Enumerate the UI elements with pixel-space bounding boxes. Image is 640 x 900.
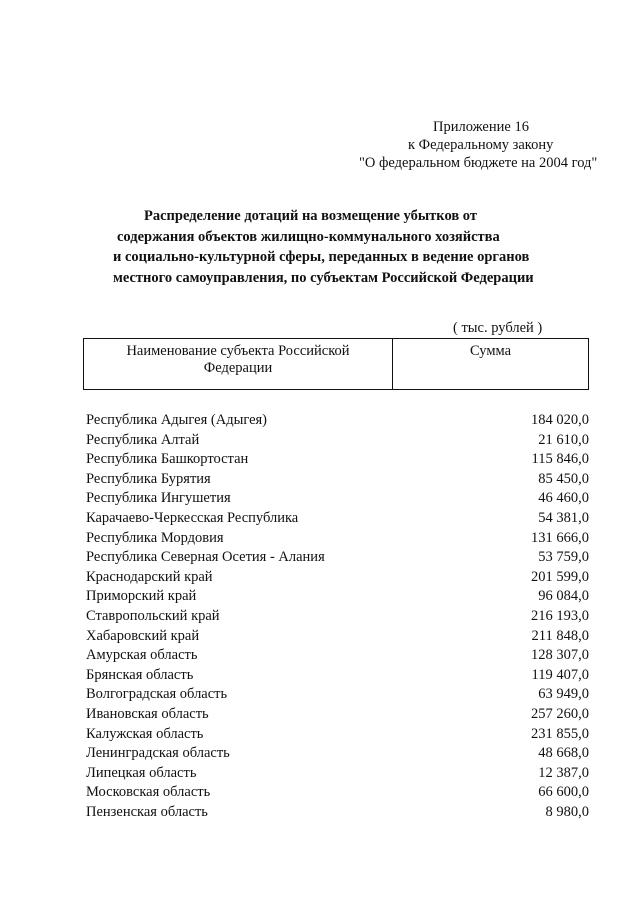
region-name: Краснодарский край: [86, 568, 213, 585]
region-name: Пензенская область: [86, 803, 208, 820]
region-name: Республика Мордовия: [86, 529, 224, 546]
amount-value: 8 980,0: [545, 803, 589, 820]
amount-value: 96 084,0: [538, 588, 589, 605]
amount-value: 48 668,0: [538, 745, 589, 762]
table-row: [86, 450, 589, 470]
region-name: Калужская область: [86, 725, 204, 742]
table-row: [86, 705, 589, 725]
region-name: Республика Северная Осетия - Алания: [86, 549, 325, 566]
table-row: [86, 744, 589, 764]
region-name: Ставропольский край: [86, 607, 220, 624]
amount-value: 63 949,0: [538, 686, 589, 703]
amount-value: 12 387,0: [538, 764, 589, 781]
title-line-1: Распределение дотаций на возмещение убытков от: [144, 208, 477, 224]
table-row: [86, 587, 589, 607]
amount-value: 257 260,0: [531, 705, 589, 722]
table-body: [86, 411, 589, 822]
title-line-3: и социально-культурной сферы, переданных в ведение органов: [113, 249, 530, 265]
column-header-amount: Сумма: [393, 339, 589, 390]
amount-value: 131 666,0: [531, 529, 589, 546]
amount-value: 46 460,0: [538, 490, 589, 507]
region-name: Республика Алтай: [86, 431, 200, 448]
region-name: Московская область: [86, 784, 211, 801]
title-line-2: содержания объектов жилищно-коммунального хозяйства: [117, 228, 500, 245]
amount-value: 53 759,0: [538, 549, 589, 566]
column-header-name: [84, 339, 393, 390]
amount-value: 231 855,0: [531, 725, 589, 742]
appendix-law-title: "О федеральном бюджете на 2004 год": [359, 155, 598, 171]
amount-value: 128 307,0: [531, 647, 589, 664]
table-row: [86, 646, 589, 666]
table-row: [86, 803, 589, 823]
region-name: Брянская область: [86, 666, 194, 683]
table-header: [83, 338, 589, 390]
table-row: [86, 783, 589, 803]
table-row: [86, 470, 589, 490]
region-name: Республика Адыгея (Адыгея): [86, 412, 268, 428]
amount-value: 85 450,0: [538, 470, 589, 487]
column-header-name-line1: Наименование субъекта Российской: [126, 343, 350, 359]
region-name: Ивановская область: [86, 705, 209, 722]
table-row: [86, 607, 589, 627]
table-row: [86, 489, 589, 509]
table-row: [86, 548, 589, 568]
document-title: [100, 206, 600, 288]
region-name: Амурская область: [86, 647, 198, 664]
region-name: Приморский край: [86, 588, 197, 605]
amount-value: 54 381,0: [538, 509, 589, 526]
region-name: Республика Бурятия: [86, 470, 211, 487]
table-row: [86, 411, 589, 431]
amount-value: 21 610,0: [538, 431, 589, 448]
units-label: ( тыс. рублей ): [453, 320, 543, 336]
appendix-block: [330, 118, 620, 172]
amount-value: 119 407,0: [531, 666, 589, 683]
region-name: Волгоградская область: [86, 686, 228, 703]
region-name: Республика Башкортостан: [86, 451, 249, 468]
title-line-4: местного самоуправления, по субъектам Российской Федерации: [113, 269, 534, 286]
amount-value: 201 599,0: [531, 568, 589, 585]
amount-value: 66 600,0: [538, 784, 589, 801]
region-name: Республика Ингушетия: [86, 490, 231, 507]
region-name: Хабаровский край: [86, 627, 200, 644]
region-name: Ленинградская область: [86, 745, 230, 762]
appendix-law-ref: к Федеральному закону: [408, 137, 554, 153]
column-header-name-line2: Федерации: [203, 360, 273, 376]
amount-value: 115 846,0: [531, 451, 589, 468]
region-name: Карачаево-Черкесская Республика: [86, 509, 299, 526]
table-row: [86, 509, 589, 529]
table-row: [86, 764, 589, 784]
table-row: [86, 725, 589, 745]
table-row: [86, 627, 589, 647]
table-row: [86, 666, 589, 686]
amount-value: 216 193,0: [531, 607, 589, 624]
amount-value: 211 848,0: [531, 627, 589, 644]
table-row: [86, 529, 589, 549]
table-row: [86, 431, 589, 451]
table-row: [86, 685, 589, 705]
amount-value: 184 020,0: [531, 412, 589, 428]
region-name: Липецкая область: [86, 764, 197, 781]
table-row: [86, 568, 589, 588]
appendix-number: Приложение 16: [433, 119, 529, 135]
